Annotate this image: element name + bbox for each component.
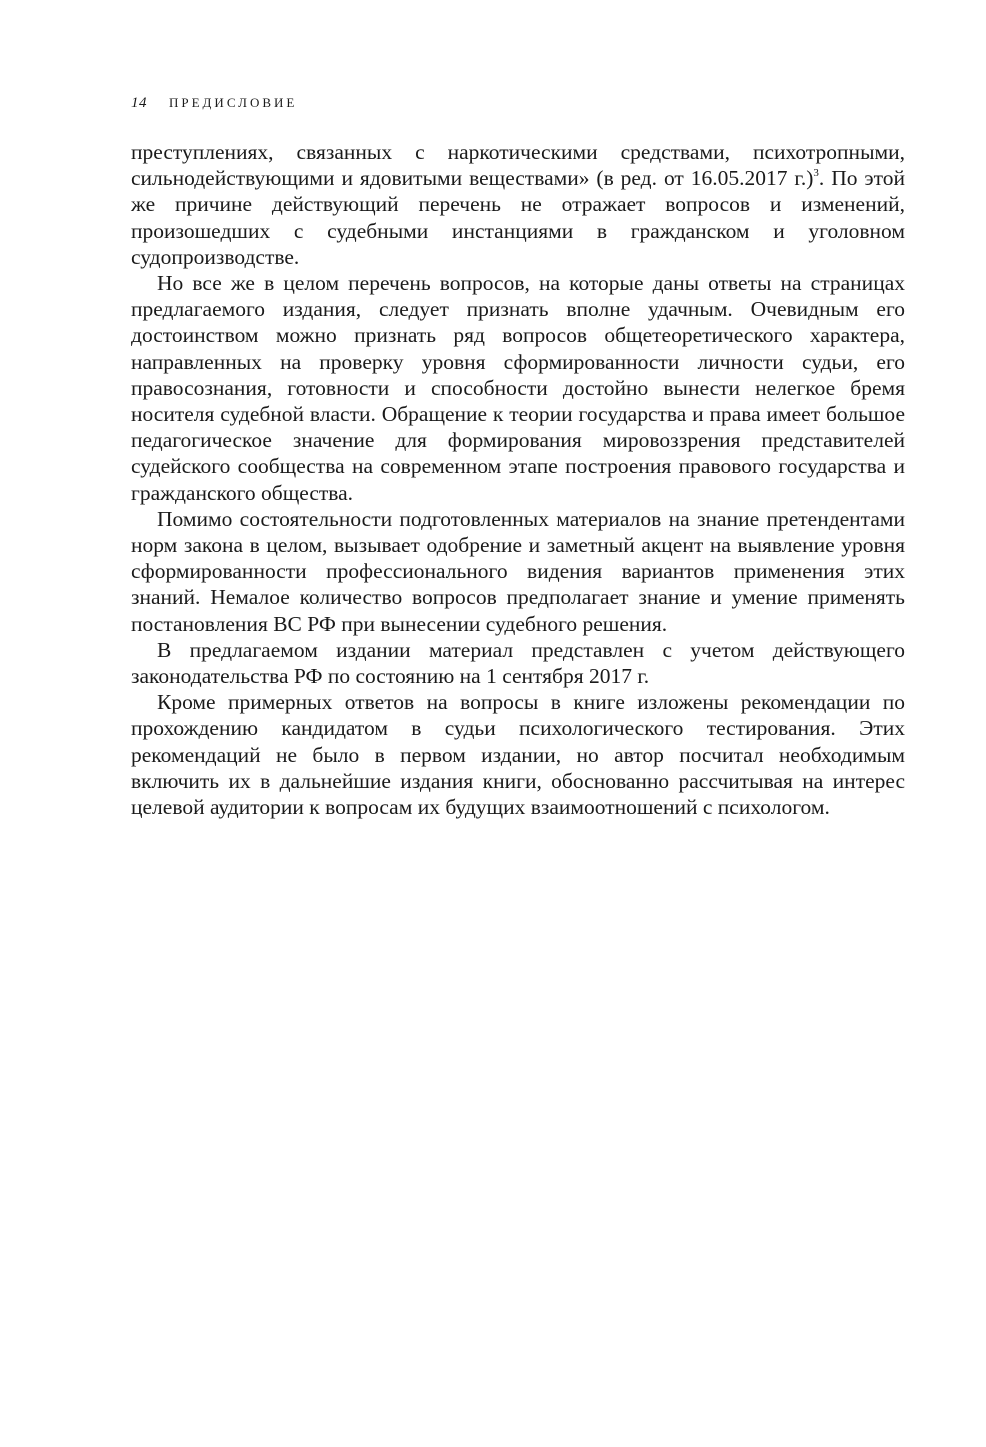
- page-number: 14: [131, 95, 147, 111]
- body-text: [131, 139, 905, 820]
- paragraph-text: преступлениях, связанных с наркотическими средствами, психотропными, сильнодействующими и ядовитыми веществами» (в ред. от 16.05.2017 г.): [131, 140, 905, 191]
- paragraph-text-after-footnote: . По этой же причине действующий перечень не отражает вопросов и изменений, произошедших с судебными инстанциями в гражданском и уголовном судопроизводстве.: [131, 166, 906, 269]
- paragraph: Кроме примерных ответов на вопросы в книге изложены рекомендации по прохождению кандидатом в судьи психологического тестирования. Этих рекомендаций не было в первом издании, но автор посчитал необходимым включить их в дальнейшие издания книги, обоснованно рассчитывая на интерес целевой аудитории к вопросам их будущих взаимоотношений с психологом.: [131, 690, 905, 820]
- paragraph: Но все же в целом перечень вопросов, на которые даны ответы на страницах предлагаемого издания, следует признать вполне удачным. Очевидным его достоинством можно признать ряд вопросов общетеоретического характера, направленных на проверку уровня сформированности личности судьи, его правосознания, готовности и способности достойно вынести нелегкое бремя носителя судебной власти. Обращение к теории государства и права имеет большое педагогическое значение для формирования мировоззрения представителей судейского сообщества на современном этапе построения правового государства и гражданского общества.: [131, 271, 905, 505]
- running-head: [131, 92, 731, 114]
- paragraph-continued: [131, 139, 905, 270]
- footnote-marker[interactable]: 3: [813, 167, 819, 180]
- section-title: ПРЕДИСЛОВИЕ: [169, 95, 298, 110]
- paragraph: Помимо состоятельности подготовленных материалов на знание претендентами норм закона в целом, вызывает одобрение и заметный акцент на выявление уровня сформированности профессионального видения вариантов применения этих знаний. Немалое количество вопросов предполагает знание и умение применять постановления ВС РФ при вынесении судебного решения.: [131, 506, 905, 636]
- paragraph: В предлагаемом издании материал представлен с учетом действующего законодательства РФ по состоянию на 1 сентября 2017 г.: [131, 637, 905, 689]
